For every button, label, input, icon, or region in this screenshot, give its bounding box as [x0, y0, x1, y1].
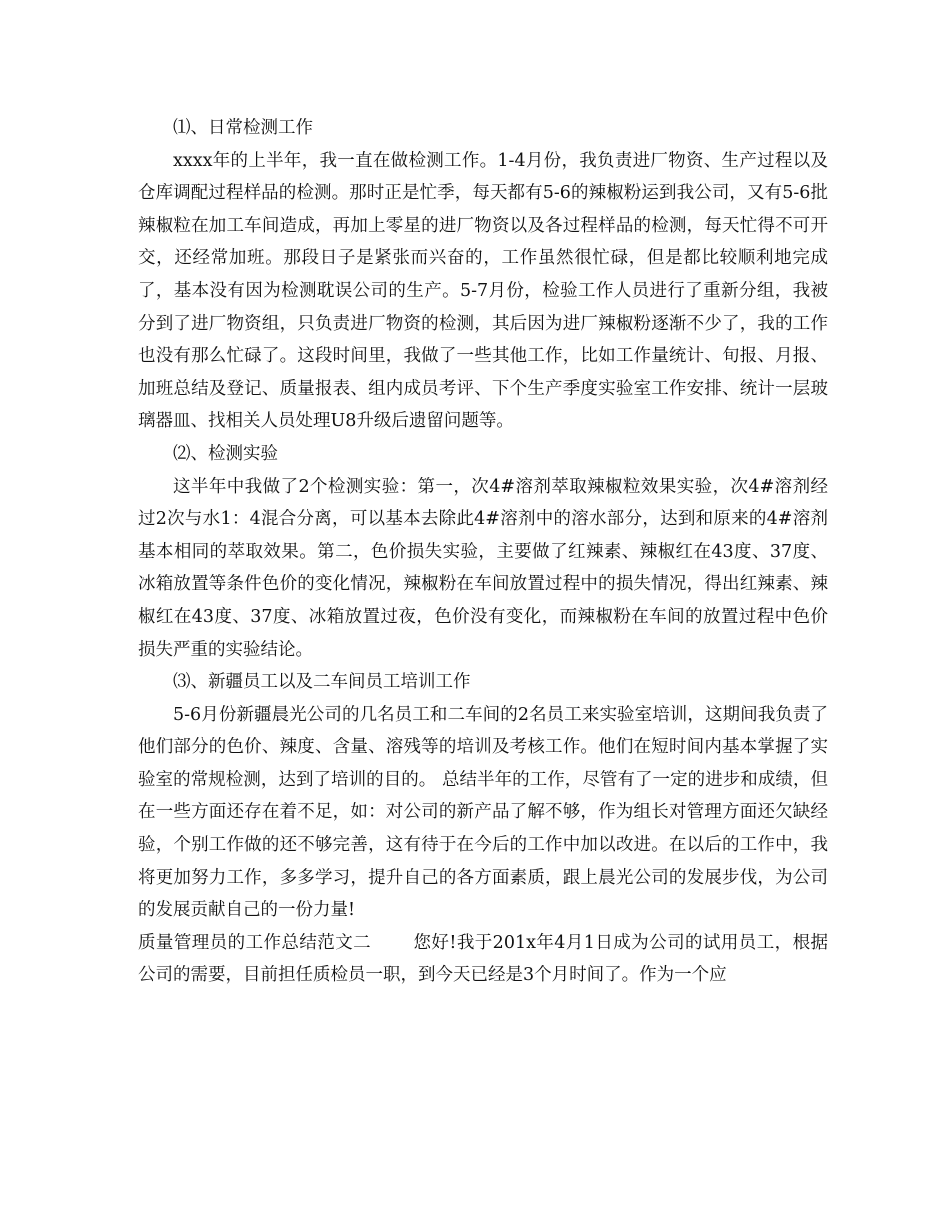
closing-text: 您好!我于201x年4月1日成为公司的试用员工，根据公司的需要，目前担任质检员一职，到今天已经是3个月时间了。作为一个应 — [138, 932, 829, 986]
section-paragraph-staff-training: 5-6月份新疆晨光公司的几名员工和二车间的2名员工来实验室培训，这期间我负责了他们部分的色价、辣度、含量、溶残等的培训及考核工作。他们在短时间内基本掌握了实验室的常规检测，达到了培训的目的。 总结半年的工作，尽管有了一定的进步和成绩，但在一些方面还存在着不足，如：对公司的新产品了解不够，作为组长对管理方面还欠缺经验，个别工作做的还不够完善，这有待于在今后的工作中加以改进。在以后的工作中，我将更加努力工作，多多学习，提升自己的各方面素质，跟上晨光公司的发展步伐，为公司的发展贡献自己的一份力量! — [138, 704, 828, 921]
section-heading-staff-training: ⑶、新疆员工以及二车间员工培训工作 — [173, 672, 471, 693]
section-heading-testing-experiments: ⑵、检测实验 — [173, 443, 278, 464]
section-heading-daily-testing: ⑴、日常检测工作 — [173, 118, 313, 138]
section-paragraph-daily-testing: xxxx年的上半年，我一直在做检测工作。1-4月份，我负责进厂物资、生产过程以及仓库调配过程样品的检测。那时正是忙季，每天都有5-6的辣椒粉运到我公司，又有5-6批辣椒粒在加工车间造成，再加上零星的进厂物资以及各过程样品的检测，每天忙得不可开交，还经常加班。那段日子是紧张而兴奋的，工作虽然很忙碌，但是都比较顺利地完成了，基本没有因为检测耽误公司的生产。5-7月份，检验工作人员进行了重新分组，我被分到了进厂物资组，只负责进厂物资的检测，其后因为进厂辣椒粉逐渐不少了，我的工作也没有那么忙碌了。这段时间里，我做了一些其他工作，比如工作量统计、旬报、月报、加班总结及登记、质量报表、组内成员考评、下个生产季度实验室工作安排、统计一层玻璃器皿、找相关人员处理U8升级后遗留问题等。 — [138, 150, 828, 432]
closing-paragraph — [138, 927, 828, 992]
document-page — [138, 112, 828, 992]
section-paragraph-testing-experiments: 这半年中我做了2个检测实验：第一，次4#溶剂萃取辣椒粒效果实验，次4#溶剂经过2次与水1：4混合分离，可以基本去除此4#溶剂中的溶水部分，达到和原来的4#溶剂基本相同的萃取效果。第二，色价损失实验，主要做了红辣素、辣椒红在43度、37度、冰箱放置等条件色价的变化情况，辣椒粉在车间放置过程中的损失情况，得出红辣素、辣椒红在43度、37度、冰箱放置过夜，色价没有变化，而辣椒粉在车间的放置过程中色价损失严重的实验结论。 — [138, 476, 828, 660]
closing-title: 质量管理员的工作总结范文二 — [138, 932, 372, 953]
